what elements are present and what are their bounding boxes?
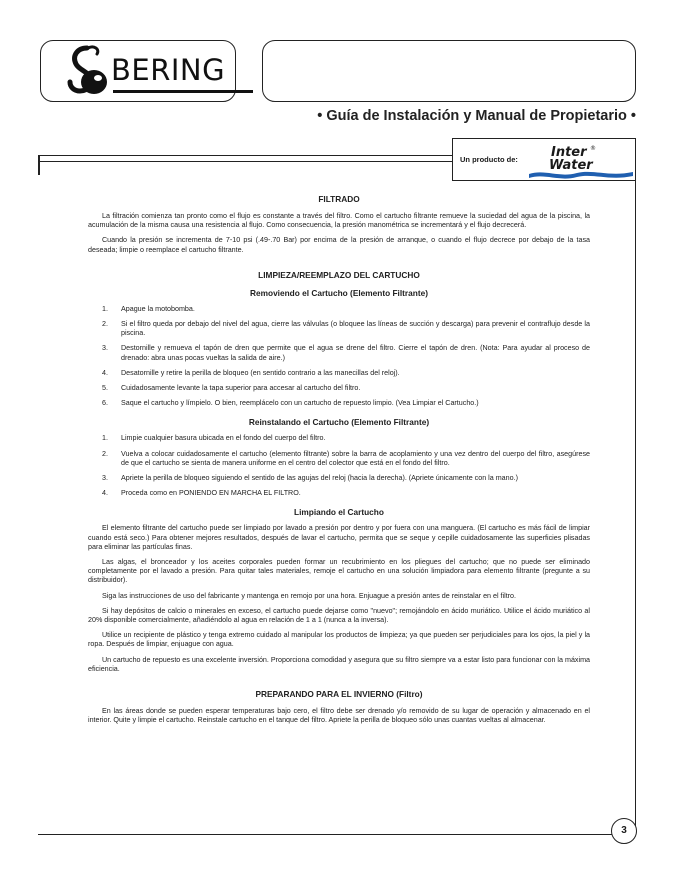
- brand-logo-box: [40, 40, 236, 102]
- list-item: 5. Cuidadosamente levante la tapa superior para accesar al cartucho del filtro.: [102, 384, 361, 393]
- subsection-title-removiendo: Removiendo el Cartucho (Elemento Filtrante): [250, 287, 428, 298]
- product-label: Un producto de:: [460, 155, 518, 164]
- section-title-invierno: PREPARANDO PARA EL INVIERNO (Filtro): [255, 689, 423, 700]
- document-subtitle: • Guía de Instalación y Manual de Propietario •: [317, 108, 636, 124]
- paragraph: En las áreas donde se pueden esperar temperaturas bajo cero, el filtro debe ser drenado y/o removido de su lugar de operación y almacenado en el interior. Quite y limpie el cartucho. Reinstale cartucho en el tanque del filtro. Apriete la perilla de bloqueo sólo unas cuantas vueltas al almacenar.: [88, 707, 590, 725]
- paragraph: La filtración comienza tan pronto como el flujo es constante a través del filtro. Como el cartucho filtrante remueve la suciedad del agua de la piscina, la acumulación de la misma causa una resistencia al flujo. Como consecuencia, la presión manométrica se incrementará y el flujo decrecerá.: [88, 212, 590, 230]
- list-item: 2. Si el filtro queda por debajo del nivel del agua, cierre las válvulas (o bloquee las líneas de succión y descarga) para prevenir el contraflujo desde la piscina.: [102, 320, 590, 338]
- bering-logo-mark-icon: [63, 44, 111, 100]
- frame-left-rule: [38, 155, 40, 175]
- product-of-box: [452, 138, 636, 181]
- interwater-line2: Water: [549, 158, 593, 173]
- title-box: [262, 40, 636, 102]
- paragraph: Utilice un recipiente de plástico y tenga extremo cuidado al manipular los productos de limpieza; ya que pueden ser perjudiciales para los ojos, la piel y la ropa. Después de limpiar, enjuague con agua.: [88, 631, 590, 649]
- subsection-title-limpiando: Limpiando el Cartucho: [294, 507, 384, 518]
- interwater-line1: Inter: [551, 145, 587, 160]
- brand-name: BERING: [111, 53, 226, 87]
- list-item: 6. Saque el cartucho y límpielo. O bien, reemplácelo con un cartucho de repuesto limpio. (Vea Limpiar el Cartucho.): [102, 399, 479, 408]
- paragraph: Si hay depósitos de calcio o minerales en exceso, el cartucho puede dejarse como "nuevo"; remojándolo en ácido muriático. Utilice el ácido muriático al 20% disponible comercialmente, añadiéndolo al agua en relación de 1 a 1 (nunca a la inversa).: [88, 606, 590, 625]
- subsection-title-reinstalando: Reinstalando el Cartucho (Elemento Filtrante): [248, 417, 430, 428]
- paragraph: El elemento filtrante del cartucho puede ser limpiado por lavado a presión por dentro y por fuera con una manguera. (El cartucho es más fácil de limpiar cuando está seco.) Para obtener mejores resultados, después de lavar el cartucho, permita que se seque y cepille cuidadosamente las superficies plisadas para eliminar las partículas finas.: [88, 524, 590, 551]
- removiendo-steps-list: [88, 305, 590, 409]
- paragraph: Las algas, el bronceador y los aceites corporales pueden formar un recubrimiento en los pliegues del cartucho; que no puede ser eliminado completamente por el lavado a presión. Para quitar tales materiales, remoje el cartucho en una solución limpiadora para elemento filtrante (pregunte a su distribuidor).: [88, 558, 590, 585]
- interwater-logo-icon: [529, 142, 633, 180]
- list-item: 3. Apriete la perilla de bloqueo siguiendo el sentido de las agujas del reloj (hacia la derecha). (Apriete únicamente con la mano.): [102, 474, 518, 483]
- list-item: 1. Limpie cualquier basura ubicada en el fondo del cuerpo del filtro.: [102, 434, 326, 443]
- page-content: [88, 194, 590, 732]
- list-item: 4. Desatornille y retire la perilla de bloqueo (en sentido contrario a las manecillas del reloj).: [102, 368, 400, 377]
- list-item: 1. Apague la motobomba.: [102, 304, 195, 313]
- paragraph: Un cartucho de repuesto es una excelente inversión. Proporciona comodidad y asegura que su filtro siempre va a estar listo para funcionar con la máxima eficiencia.: [88, 655, 590, 673]
- page-number: 3: [611, 818, 637, 844]
- list-item: 4. Proceda como en PONIENDO EN MARCHA EL FILTRO.: [102, 489, 301, 498]
- paragraph: Cuando la presión se incrementa de 7-10 psi (.49-.70 Bar) por encima de la presión de arranque, o cuando el flujo decrece por debajo de la tasa deseada; limpie o reemplace el cartucho filtrante.: [88, 236, 590, 254]
- interwater-registered-mark: ®: [590, 145, 596, 152]
- interwater-wave-icon: [529, 172, 633, 179]
- list-item: 3. Destornille y remueva el tapón de dren que permite que el agua se drene del filtro. Cierre el tapón de dren. (Nota: Para ayudar al proceso de drenado: abra unas pocas vueltas la salida de aire.): [102, 344, 590, 362]
- paragraph: Siga las instrucciones de uso del fabricante y mantenga en remojo por una hora. Enjuague a presión antes de reinstalar en el filtro.: [102, 591, 517, 600]
- section-title-limpieza: LIMPIEZA/REEMPLAZO DEL CARTUCHO: [258, 269, 420, 280]
- section-title-filtrado: FILTRADO: [318, 194, 360, 204]
- frame-top-rule: [38, 161, 452, 162]
- list-item: 2. Vuelva a colocar cuidadosamente el cartucho (elemento filtrante) sobre la barra de acoplamiento y una vez dentro del cuerpo del filtro, asegúrese de que el cartucho se sienta de manera uniforme en el centro del colector que está en el fondo del filtro.: [102, 449, 590, 467]
- brand-underline: [113, 90, 253, 93]
- reinstalando-steps-list: [88, 434, 590, 498]
